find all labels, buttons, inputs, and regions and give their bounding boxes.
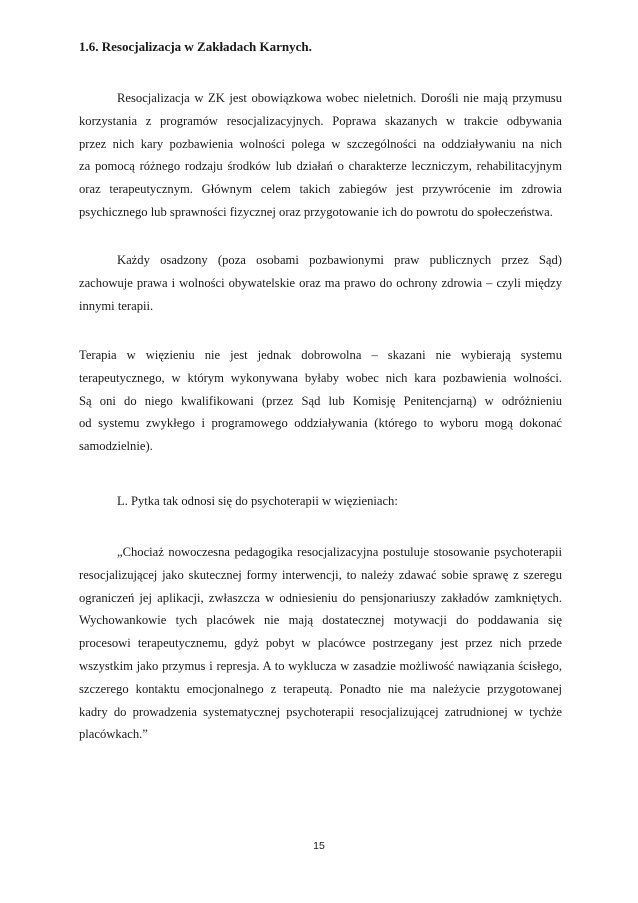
text-line: oraz terapeutycznym. Głównym celem takich zabiegów jest przywrócenie im zdrowia <box>79 182 562 197</box>
text-line: kadry do prowadzenia systematycznej psychoterapii resocjalizującej zatrudnionej w tychże <box>79 704 562 719</box>
text-line: samodzielnie). <box>79 439 153 454</box>
text-line: placówkach.” <box>79 727 148 742</box>
paragraph-pytka-intro <box>79 490 562 513</box>
text-line: psychicznego lub sprawności fizycznej oraz przygotowanie ich do powrotu do społeczeństwa. <box>79 204 553 219</box>
paragraph-resocjalizacja <box>79 87 562 224</box>
text-line: innymi terapii. <box>79 298 154 313</box>
text-line: Każdy osadzony (poza osobami pozbawionymi praw publicznych przez Sąd) <box>117 253 562 267</box>
paragraph-quotation <box>79 541 562 746</box>
text-line: zachowuje prawa i wolności obywatelskie oraz ma prawo do ochrony zdrowia – czyli między <box>79 275 562 290</box>
section-heading: 1.6. Resocjalizacja w Zakładach Karnych. <box>79 39 312 54</box>
text-line: szczerego kontaktu emocjonalnego z terapeutą. Ponadto nie ma należycie przygotowanej <box>79 681 562 696</box>
text-line: korzystania z programów resocjalizacyjnych. Poprawa skazanych w trakcie odbywania <box>79 113 562 128</box>
text-line: za pomocą różnego rodzaju środków lub działań o charakterze leczniczym, rehabilitacyjnym <box>79 159 562 174</box>
text-line: Wychowankowie tych placówek nie mają dostatecznej motywacji do poddawania się <box>79 613 562 628</box>
text-line: wszystkim jako przymus i represja. A to wyklucza w zasadzie możliwość nawiązania ścisłego, <box>79 658 562 673</box>
page-number: 15 <box>313 840 325 852</box>
text-line: od systemu zwykłego i programowego oddziaływania (którego to wyboru mogą dokonać <box>79 416 562 431</box>
text-line: „Chociaż nowoczesna pedagogika resocjalizacyjna postuluje stosowanie psychoterapii <box>117 545 562 559</box>
text-line: ograniczeń jej aplikacji, zwłaszcza w odniesieniu do pensjonariuszy zakładów zamkniętych. <box>79 590 562 605</box>
paragraph-terapia <box>79 344 562 458</box>
text-line: przez nich kary pozbawienia wolności polega w szczególności na oddziaływaniu na nich <box>79 136 562 151</box>
paragraph-osadzony <box>79 249 562 317</box>
text-line: procesowi terapeutycznemu, gdyż pobyt w placówce postrzegany jest przez nich przede <box>79 636 562 651</box>
text-line: L. Pytka tak odnosi się do psychoterapii w więzieniach: <box>117 494 398 508</box>
text-line: Resocjalizacja w ZK jest obowiązkowa wobec nieletnich. Dorośli nie mają przymusu <box>117 91 562 105</box>
text-line: terapeutycznego, w którym wykonywana byłaby wobec nich kara pozbawienia wolności. <box>79 370 562 385</box>
text-line: Terapia w więzieniu nie jest jednak dobrowolna – skazani nie wybierają systemu <box>79 348 562 362</box>
text-line: Są oni do niego kwalifikowani (przez Sąd lub Komisję Penitencjarną) w odróżnieniu <box>79 393 562 408</box>
text-line: resocjalizującej jako skutecznej formy interwencji, to należy zdawać sobie sprawę z szeregu <box>79 567 562 582</box>
